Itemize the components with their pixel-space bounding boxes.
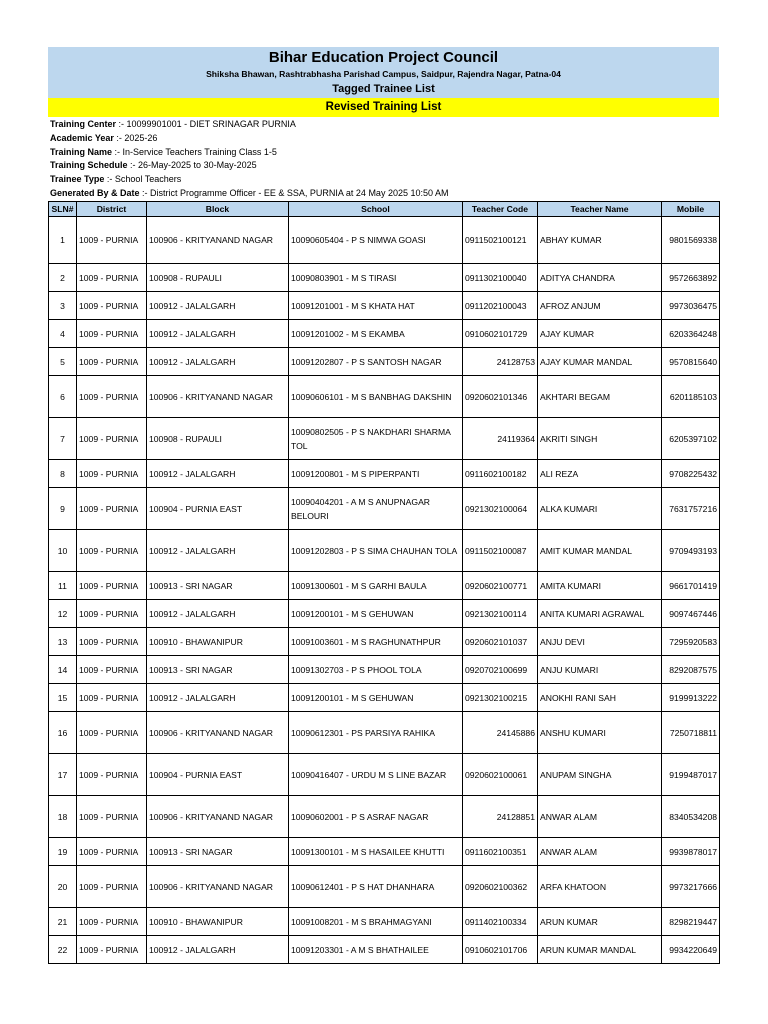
mobile-cell: 9973217666: [662, 866, 720, 908]
meta-generated-by: [50, 187, 449, 199]
sln-cell: 14: [49, 656, 77, 684]
teacher-code-cell: 0910602101729: [463, 320, 538, 348]
meta-value: :- 26-May-2025 to 30-May-2025: [130, 160, 257, 170]
column-header-teacher-name: Teacher Name: [538, 202, 662, 217]
trainee-table: [48, 201, 720, 964]
meta-label: Academic Year: [50, 133, 114, 143]
block-cell: 100904 - PURNIA EAST: [147, 754, 289, 796]
teacher-code-cell: 0921302100215: [463, 684, 538, 712]
school-cell: 10090802505 - P S NAKDHARI SHARMA TOL: [289, 418, 463, 460]
teacher-code-cell: 0911302100040: [463, 264, 538, 292]
sln-cell: 15: [49, 684, 77, 712]
mobile-cell: 8340534208: [662, 796, 720, 838]
block-cell: 100912 - JALALGARH: [147, 684, 289, 712]
mobile-cell: 7250718811: [662, 712, 720, 754]
teacher-name-cell: ALI REZA: [538, 460, 662, 488]
school-cell: 10090612401 - P S HAT DHANHARA: [289, 866, 463, 908]
meta-label: Training Schedule: [50, 160, 128, 170]
column-header-teacher-code: Teacher Code: [463, 202, 538, 217]
meta-trainee-type: [50, 173, 181, 185]
table-row: [49, 530, 720, 572]
teacher-code-cell: 0920702100699: [463, 656, 538, 684]
block-cell: 100912 - JALALGARH: [147, 530, 289, 572]
mobile-cell: 9801569338: [662, 217, 720, 264]
district-cell: 1009 - PURNIA: [77, 217, 147, 264]
mobile-cell: 9199487017: [662, 754, 720, 796]
sln-cell: 5: [49, 348, 77, 376]
block-cell: 100906 - KRITYANAND NAGAR: [147, 866, 289, 908]
mobile-cell: 7631757216: [662, 488, 720, 530]
mobile-cell: 9570815640: [662, 348, 720, 376]
teacher-name-cell: ANSHU KUMARI: [538, 712, 662, 754]
sln-cell: 17: [49, 754, 77, 796]
mobile-cell: 9572663892: [662, 264, 720, 292]
block-cell: 100912 - JALALGARH: [147, 600, 289, 628]
school-cell: 10091200801 - M S PIPERPANTI: [289, 460, 463, 488]
table-row: [49, 936, 720, 964]
mobile-cell: 9973036475: [662, 292, 720, 320]
teacher-code-cell: 0911502100121: [463, 217, 538, 264]
district-cell: 1009 - PURNIA: [77, 908, 147, 936]
school-cell: 10090602001 - P S ASRAF NAGAR: [289, 796, 463, 838]
meta-training-name: [50, 146, 277, 158]
teacher-name-cell: ANWAR ALAM: [538, 838, 662, 866]
school-cell: 10091201002 - M S EKAMBA: [289, 320, 463, 348]
meta-value: :- District Programme Officer - EE & SSA, PURNIA at 24 May 2025 10:50 AM: [142, 188, 449, 198]
district-cell: 1009 - PURNIA: [77, 712, 147, 754]
table-row: [49, 348, 720, 376]
sln-cell: 19: [49, 838, 77, 866]
school-cell: 10091201001 - M S KHATA HAT: [289, 292, 463, 320]
school-cell: 10091300101 - M S HASAILEE KHUTTI: [289, 838, 463, 866]
table-row: [49, 320, 720, 348]
mobile-cell: 9709493193: [662, 530, 720, 572]
teacher-code-cell: 0920602100061: [463, 754, 538, 796]
teacher-code-cell: 0921302100064: [463, 488, 538, 530]
school-cell: 10090606101 - M S BANBHAG DAKSHIN: [289, 376, 463, 418]
teacher-code-cell: 0911502100087: [463, 530, 538, 572]
teacher-name-cell: AJAY KUMAR: [538, 320, 662, 348]
mobile-cell: 9199913222: [662, 684, 720, 712]
teacher-code-cell: 0920602101037: [463, 628, 538, 656]
school-cell: 10091203301 - A M S BHATHAILEE: [289, 936, 463, 964]
meta-label: Generated By & Date: [50, 188, 140, 198]
column-header-district: District: [77, 202, 147, 217]
teacher-code-cell: 0921302100114: [463, 600, 538, 628]
column-header-school: School: [289, 202, 463, 217]
column-header-block: Block: [147, 202, 289, 217]
teacher-code-cell: 0911602100351: [463, 838, 538, 866]
teacher-name-cell: ANJU KUMARI: [538, 656, 662, 684]
teacher-name-cell: ANUPAM SINGHA: [538, 754, 662, 796]
sln-cell: 7: [49, 418, 77, 460]
district-cell: 1009 - PURNIA: [77, 418, 147, 460]
teacher-name-cell: ANJU DEVI: [538, 628, 662, 656]
teacher-name-cell: AMIT KUMAR MANDAL: [538, 530, 662, 572]
mobile-cell: 9661701419: [662, 572, 720, 600]
table-row: [49, 600, 720, 628]
table-row: [49, 572, 720, 600]
teacher-code-cell: 0910602101706: [463, 936, 538, 964]
table-row: [49, 376, 720, 418]
sln-cell: 3: [49, 292, 77, 320]
district-cell: 1009 - PURNIA: [77, 936, 147, 964]
teacher-name-cell: AMITA KUMARI: [538, 572, 662, 600]
teacher-name-cell: ALKA KUMARI: [538, 488, 662, 530]
teacher-name-cell: ANITA KUMARI AGRAWAL: [538, 600, 662, 628]
teacher-code-cell: 24119364: [463, 418, 538, 460]
mobile-cell: 9097467446: [662, 600, 720, 628]
block-cell: 100908 - RUPAULI: [147, 418, 289, 460]
mobile-cell: 9708225432: [662, 460, 720, 488]
school-cell: 10091008201 - M S BRAHMAGYANI: [289, 908, 463, 936]
mobile-cell: 6201185103: [662, 376, 720, 418]
org-title: Bihar Education Project Council: [268, 49, 499, 66]
teacher-code-cell: 0920602100771: [463, 572, 538, 600]
block-cell: 100906 - KRITYANAND NAGAR: [147, 796, 289, 838]
block-cell: 100910 - BHAWANIPUR: [147, 908, 289, 936]
district-cell: 1009 - PURNIA: [77, 600, 147, 628]
district-cell: 1009 - PURNIA: [77, 530, 147, 572]
teacher-name-cell: AJAY KUMAR MANDAL: [538, 348, 662, 376]
table-row: [49, 908, 720, 936]
table-row: [49, 656, 720, 684]
school-cell: 10090605404 - P S NIMWA GOASI: [289, 217, 463, 264]
school-cell: 10091302703 - P S PHOOL TOLA: [289, 656, 463, 684]
sln-cell: 21: [49, 908, 77, 936]
district-cell: 1009 - PURNIA: [77, 488, 147, 530]
list-subtitle: Tagged Trainee List: [332, 83, 435, 95]
block-cell: 100912 - JALALGARH: [147, 292, 289, 320]
teacher-code-cell: 24128753: [463, 348, 538, 376]
table-row: [49, 684, 720, 712]
block-cell: 100906 - KRITYANAND NAGAR: [147, 376, 289, 418]
block-cell: 100912 - JALALGARH: [147, 936, 289, 964]
sln-cell: 22: [49, 936, 77, 964]
sln-cell: 18: [49, 796, 77, 838]
mobile-cell: 8298219447: [662, 908, 720, 936]
mobile-cell: 7295920583: [662, 628, 720, 656]
district-cell: 1009 - PURNIA: [77, 754, 147, 796]
school-cell: 10091200101 - M S GEHUWAN: [289, 684, 463, 712]
school-cell: 10090803901 - M S TIRASI: [289, 264, 463, 292]
teacher-name-cell: AKRITI SINGH: [538, 418, 662, 460]
block-cell: 100912 - JALALGARH: [147, 320, 289, 348]
district-cell: 1009 - PURNIA: [77, 320, 147, 348]
school-cell: 10091003601 - M S RAGHUNATHPUR: [289, 628, 463, 656]
block-cell: 100906 - KRITYANAND NAGAR: [147, 712, 289, 754]
school-cell: 10091202803 - P S SIMA CHAUHAN TOLA: [289, 530, 463, 572]
column-header-sln: SLN#: [49, 202, 77, 217]
district-cell: 1009 - PURNIA: [77, 348, 147, 376]
table-row: [49, 488, 720, 530]
teacher-name-cell: ADITYA CHANDRA: [538, 264, 662, 292]
block-cell: 100913 - SRI NAGAR: [147, 656, 289, 684]
block-cell: 100910 - BHAWANIPUR: [147, 628, 289, 656]
district-cell: 1009 - PURNIA: [77, 684, 147, 712]
sln-cell: 16: [49, 712, 77, 754]
block-cell: 100912 - JALALGARH: [147, 348, 289, 376]
school-cell: 10091200101 - M S GEHUWAN: [289, 600, 463, 628]
teacher-name-cell: ARFA KHATOON: [538, 866, 662, 908]
teacher-name-cell: AFROZ ANJUM: [538, 292, 662, 320]
teacher-code-cell: 0920602100362: [463, 866, 538, 908]
meta-training-center: [50, 118, 296, 130]
teacher-code-cell: 0911202100043: [463, 292, 538, 320]
teacher-name-cell: ANOKHI RANI SAH: [538, 684, 662, 712]
table-row: [49, 754, 720, 796]
block-cell: 100913 - SRI NAGAR: [147, 572, 289, 600]
sln-cell: 13: [49, 628, 77, 656]
mobile-cell: 9939878017: [662, 838, 720, 866]
block-cell: 100906 - KRITYANAND NAGAR: [147, 217, 289, 264]
mobile-cell: 9934220649: [662, 936, 720, 964]
sln-cell: 12: [49, 600, 77, 628]
mobile-cell: 6203364248: [662, 320, 720, 348]
meta-value: :- 10099901001 - DIET SRINAGAR PURNIA: [118, 119, 296, 129]
block-cell: 100912 - JALALGARH: [147, 460, 289, 488]
sln-cell: 11: [49, 572, 77, 600]
table-row: [49, 866, 720, 908]
meta-label: Training Name: [50, 147, 113, 157]
block-cell: 100913 - SRI NAGAR: [147, 838, 289, 866]
meta-training-schedule: [50, 159, 257, 171]
sln-cell: 4: [49, 320, 77, 348]
table-row: [49, 796, 720, 838]
district-cell: 1009 - PURNIA: [77, 866, 147, 908]
meta-value: :- 2025-26: [116, 133, 158, 143]
teacher-code-cell: 24128851: [463, 796, 538, 838]
meta-value: :- In-Service Teachers Training Class 1-5: [114, 147, 277, 157]
school-cell: 10091300601 - M S GARHI BAULA: [289, 572, 463, 600]
teacher-code-cell: 0911602100182: [463, 460, 538, 488]
district-cell: 1009 - PURNIA: [77, 796, 147, 838]
meta-value: :- School Teachers: [106, 174, 182, 184]
sln-cell: 2: [49, 264, 77, 292]
table-row: [49, 264, 720, 292]
mobile-cell: 8292087575: [662, 656, 720, 684]
district-cell: 1009 - PURNIA: [77, 656, 147, 684]
district-cell: 1009 - PURNIA: [77, 376, 147, 418]
sln-cell: 8: [49, 460, 77, 488]
org-address: Shiksha Bhawan, Rashtrabhasha Parishad Campus, Saidpur, Rajendra Nagar, Patna-04: [206, 69, 561, 79]
teacher-name-cell: ABHAY KUMAR: [538, 217, 662, 264]
table-header-row: [49, 202, 720, 217]
block-cell: 100908 - RUPAULI: [147, 264, 289, 292]
meta-academic-year: [50, 132, 157, 144]
sln-cell: 9: [49, 488, 77, 530]
sln-cell: 10: [49, 530, 77, 572]
table-row: [49, 418, 720, 460]
school-cell: 10090416407 - URDU M S LINE BAZAR: [289, 754, 463, 796]
district-cell: 1009 - PURNIA: [77, 264, 147, 292]
column-header-mobile: Mobile: [662, 202, 720, 217]
table-row: [49, 838, 720, 866]
school-cell: 10091202807 - P S SANTOSH NAGAR: [289, 348, 463, 376]
teacher-name-cell: ARUN KUMAR MANDAL: [538, 936, 662, 964]
district-cell: 1009 - PURNIA: [77, 628, 147, 656]
table-row: [49, 628, 720, 656]
meta-label: Trainee Type: [50, 174, 105, 184]
sln-cell: 1: [49, 217, 77, 264]
block-cell: 100904 - PURNIA EAST: [147, 488, 289, 530]
district-cell: 1009 - PURNIA: [77, 460, 147, 488]
table-row: [49, 460, 720, 488]
revised-banner: Revised Training List: [48, 98, 719, 117]
district-cell: 1009 - PURNIA: [77, 572, 147, 600]
sln-cell: 20: [49, 866, 77, 908]
teacher-code-cell: 0911402100334: [463, 908, 538, 936]
table-row: [49, 712, 720, 754]
teacher-name-cell: AKHTARI BEGAM: [538, 376, 662, 418]
meta-label: Training Center: [50, 119, 117, 129]
teacher-name-cell: ANWAR ALAM: [538, 796, 662, 838]
district-cell: 1009 - PURNIA: [77, 292, 147, 320]
teacher-name-cell: ARUN KUMAR: [538, 908, 662, 936]
school-cell: 10090404201 - A M S ANUPNAGAR BELOURI: [289, 488, 463, 530]
table-row: [49, 292, 720, 320]
teacher-code-cell: 24145886: [463, 712, 538, 754]
table-row: [49, 217, 720, 264]
sln-cell: 6: [49, 376, 77, 418]
teacher-code-cell: 0920602101346: [463, 376, 538, 418]
mobile-cell: 6205397102: [662, 418, 720, 460]
school-cell: 10090612301 - PS PARSIYA RAHIKA: [289, 712, 463, 754]
district-cell: 1009 - PURNIA: [77, 838, 147, 866]
